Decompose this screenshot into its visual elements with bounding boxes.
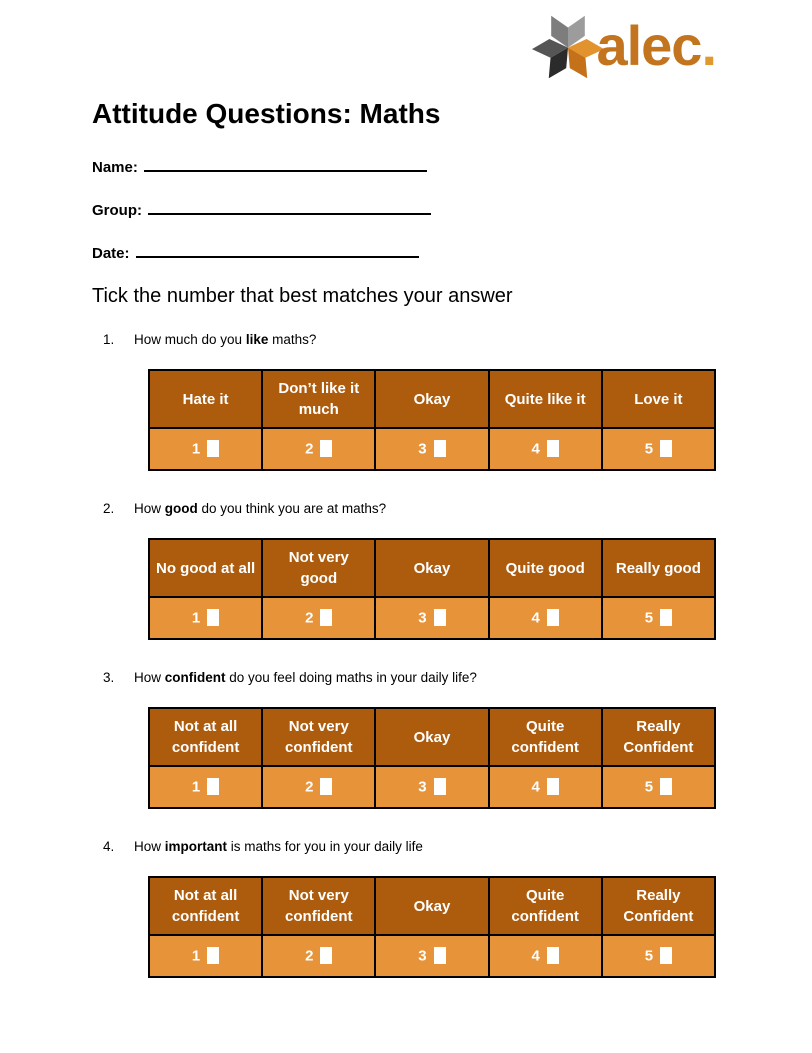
rating-cell-5: 5 (602, 766, 715, 808)
question-1-text: How much do you like maths? (134, 332, 317, 347)
rating-row (149, 428, 715, 470)
option-cell: Quite confident (489, 877, 602, 935)
option-cell: Quite confident (489, 708, 602, 766)
rating-cell-2: 2 (262, 935, 375, 977)
rating-cell-5: 5 (602, 428, 715, 470)
rating-cell-5: 5 (602, 935, 715, 977)
option-header-row (149, 708, 715, 766)
date-field-row (92, 242, 732, 262)
option-cell: Not very confident (262, 708, 375, 766)
rating-cell-2: 2 (262, 766, 375, 808)
tick-box[interactable] (434, 609, 446, 626)
option-cell: Not at all confident (149, 708, 262, 766)
question-3 (92, 670, 732, 685)
group-label: Group: (92, 202, 142, 219)
tick-box[interactable] (207, 609, 219, 626)
name-write-line[interactable] (144, 156, 427, 172)
rating-cell-4: 4 (489, 597, 602, 639)
tick-box[interactable] (320, 778, 332, 795)
rating-cell-4: 4 (489, 766, 602, 808)
logo-period: . (701, 14, 716, 77)
date-write-line[interactable] (136, 242, 419, 258)
option-cell: Hate it (149, 370, 262, 428)
rating-cell-2: 2 (262, 597, 375, 639)
question-block-4 (92, 839, 732, 978)
tick-box[interactable] (547, 609, 559, 626)
page-content (92, 98, 732, 1008)
question-block-2 (92, 501, 732, 640)
rating-row (149, 597, 715, 639)
option-cell: No good at all (149, 539, 262, 597)
tick-box[interactable] (547, 947, 559, 964)
tick-box[interactable] (547, 778, 559, 795)
option-header-row (149, 370, 715, 428)
question-1-number: 1. (103, 332, 115, 347)
group-field-row (92, 199, 732, 219)
rating-cell-3: 3 (375, 766, 488, 808)
question-4-text: How important is maths for you in your daily life (134, 839, 423, 854)
instruction-heading: Tick the number that best matches your answer (92, 285, 513, 307)
tick-box[interactable] (660, 947, 672, 964)
option-cell: Don’t like it much (262, 370, 375, 428)
tick-box[interactable] (207, 778, 219, 795)
rating-cell-2: 2 (262, 428, 375, 470)
tick-box[interactable] (207, 440, 219, 457)
option-cell: Really good (602, 539, 715, 597)
option-cell: Really Confident (602, 877, 715, 935)
option-cell: Quite like it (489, 370, 602, 428)
rating-row (149, 935, 715, 977)
tick-box[interactable] (434, 947, 446, 964)
rating-cell-3: 3 (375, 428, 488, 470)
rating-table-2 (148, 538, 716, 640)
logo-word: alec (596, 14, 702, 77)
rating-cell-3: 3 (375, 597, 488, 639)
question-3-text: How confident do you feel doing maths in your daily life? (134, 670, 477, 685)
rating-cell-4: 4 (489, 935, 602, 977)
page-title: Attitude Questions: Maths (92, 98, 441, 129)
question-3-number: 3. (103, 670, 115, 685)
question-4-number: 4. (103, 839, 115, 854)
question-4 (92, 839, 732, 854)
rating-table-1 (148, 369, 716, 471)
option-cell: Not at all confident (149, 877, 262, 935)
option-cell: Really Confident (602, 708, 715, 766)
rating-cell-1: 1 (149, 428, 262, 470)
rating-cell-1: 1 (149, 597, 262, 639)
option-cell: Okay (375, 370, 488, 428)
name-field-row (92, 156, 732, 176)
tick-box[interactable] (320, 947, 332, 964)
question-2 (92, 501, 732, 516)
rating-cell-3: 3 (375, 935, 488, 977)
rating-cell-1: 1 (149, 935, 262, 977)
rating-row (149, 766, 715, 808)
question-2-number: 2. (103, 501, 115, 516)
option-cell: Love it (602, 370, 715, 428)
option-header-row (149, 539, 715, 597)
option-cell: Not very good (262, 539, 375, 597)
name-label: Name: (92, 159, 138, 176)
tick-box[interactable] (207, 947, 219, 964)
question-2-text: How good do you think you are at maths? (134, 501, 387, 516)
rating-table-4 (148, 876, 716, 978)
tick-box[interactable] (660, 609, 672, 626)
rating-cell-1: 1 (149, 766, 262, 808)
logo-wordmark (596, 14, 716, 77)
date-label: Date: (92, 245, 130, 262)
option-cell: Okay (375, 539, 488, 597)
option-header-row (149, 877, 715, 935)
option-cell: Okay (375, 877, 488, 935)
question-block-3 (92, 670, 732, 809)
tick-box[interactable] (320, 609, 332, 626)
option-cell: Not very confident (262, 877, 375, 935)
tick-box[interactable] (320, 440, 332, 457)
question-1 (92, 332, 732, 347)
rating-cell-5: 5 (602, 597, 715, 639)
tick-box[interactable] (434, 440, 446, 457)
group-write-line[interactable] (148, 199, 431, 215)
tick-box[interactable] (660, 440, 672, 457)
rating-cell-4: 4 (489, 428, 602, 470)
option-cell: Okay (375, 708, 488, 766)
question-block-1 (92, 332, 732, 471)
alec-logo (526, 4, 716, 88)
option-cell: Quite good (489, 539, 602, 597)
rating-table-3 (148, 707, 716, 809)
tick-box[interactable] (434, 778, 446, 795)
tick-box[interactable] (660, 778, 672, 795)
tick-box[interactable] (547, 440, 559, 457)
